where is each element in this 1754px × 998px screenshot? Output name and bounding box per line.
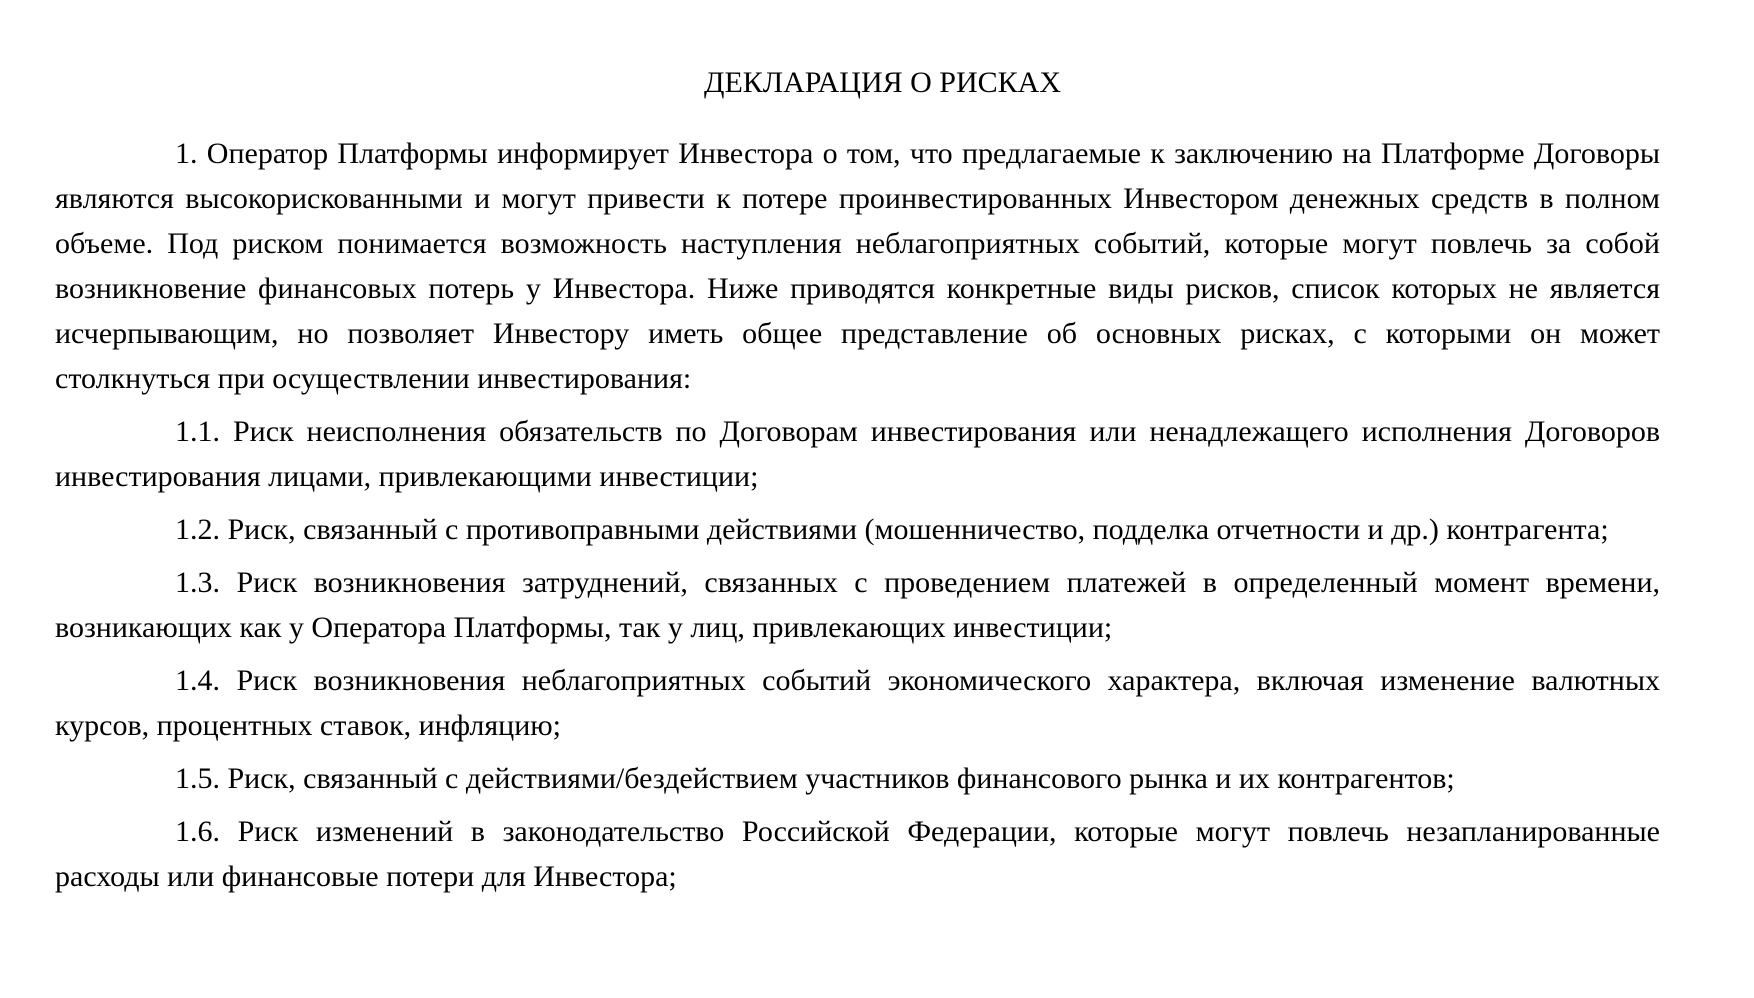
paragraph-1-5: 1.5. Риск, связанный с действиями/бездействием участников финансового рынка и их контрагентов; <box>175 762 1455 795</box>
paragraph-1-2: 1.2. Риск, связанный с противоправными действиями (мошенничество, подделка отчетности и др.) контрагента; <box>175 513 1609 546</box>
paragraph-1-6: 1.6. Риск изменений в законодательство Российской Федерации, которые могут повлечь незапланированные расходы или финансовые потери для Инвестора; <box>55 815 1660 893</box>
paragraph-1-3: 1.3. Риск возникновения затруднений, связанных с проведением платежей в определенный момент времени, возникающих как у Оператора Платформы, так у лиц, привлекающих инвестиции; <box>55 566 1660 644</box>
document-title: ДЕКЛАРАЦИЯ О РИСКАХ <box>703 66 1062 99</box>
paragraph-1-1: 1.1. Риск неисполнения обязательств по Договорам инвестирования или ненадлежащего исполнения Договоров инвестирования лицами, привлекающими инвестиции; <box>55 415 1660 493</box>
paragraph-1-4: 1.4. Риск возникновения неблагоприятных событий экономического характера, включая изменение валютных курсов, процентных ставок, инфляцию; <box>55 664 1660 742</box>
paragraph-1: 1. Оператор Платформы информирует Инвестора о том, что предлагаемые к заключению на Платформе Договоры являются высокорискованными и могут привести к потере проинвестированных Инвестором денежных средств в полном объеме. Под риском понимается возможность наступления неблагоприятных событий, которые могут повлечь за собой возникновение финансовых потерь у Инвестора. Ниже приводятся конкретные виды рисков, список которых не является исчерпывающим, но позволяет Инвестору иметь общее представление об основных рисках, с которыми он может столкнуться при осуществлении инвестирования: <box>55 137 1660 395</box>
document-page <box>55 0 1660 899</box>
